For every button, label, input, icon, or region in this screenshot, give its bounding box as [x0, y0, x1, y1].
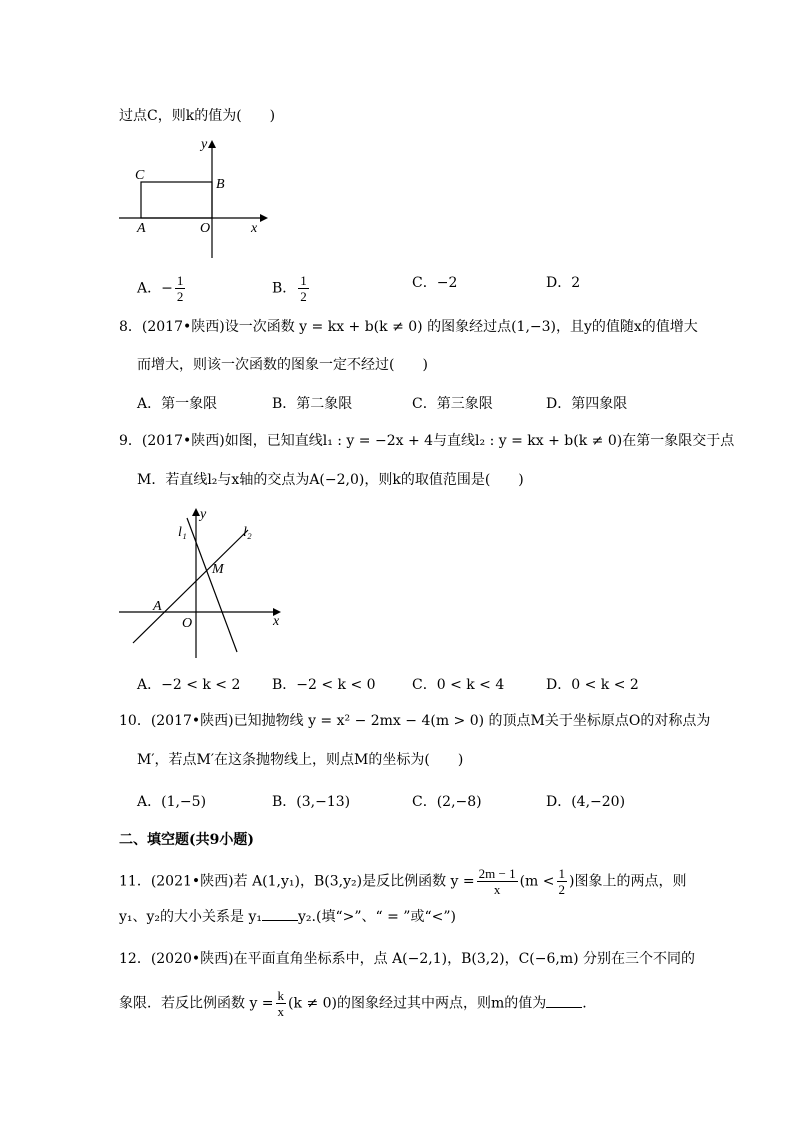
q7-option-d: D．2 [546, 275, 581, 291]
q10-option-b: B．(3,−13) [272, 794, 351, 810]
q9-label-l1: l₁ [178, 525, 187, 540]
q7-label-y: y [201, 137, 208, 152]
q7-label-c: C [135, 168, 145, 183]
q9-line2: M．若直线l₂与x轴的交点为A(−2,0)，则k的取值范围是( ) [137, 472, 524, 488]
q9-option-c: C．0 < k < 4 [412, 677, 505, 693]
q10-line2: M′，若点M′在这条抛物线上，则点M的坐标为( ) [137, 752, 464, 768]
section-title: 二、填空题(共9小题) [119, 832, 254, 848]
q9-figure [115, 502, 290, 662]
q9-option-d: D．0 < k < 2 [546, 677, 639, 693]
q10-option-a: A．(1,−5) [137, 794, 207, 810]
q9-option-a: A．−2 < k < 2 [137, 677, 241, 693]
q12-line2: 象限．若反比例函数 y = $\frac{k}{x}$ (k ≠ 0)的图象经过其中两点，则m的值为 . [119, 988, 587, 1019]
q9-label-y: y [200, 507, 207, 522]
q10-line1: 10．(2017•陕西)已知抛物线 y = x² − 2mx − 4(m > 0) 的顶点M关于坐标原点O的对称点为 [119, 713, 711, 729]
q8-option-b: B．第二象限 [272, 396, 353, 412]
q7-figure [115, 132, 275, 262]
q8-option-d: D．第四象限 [546, 396, 628, 412]
q7-label-a: A [137, 221, 146, 236]
q7-label-x: x [251, 221, 258, 236]
answer-blank[interactable] [546, 993, 582, 1008]
q8-option-c: C．第三象限 [412, 396, 493, 412]
q9-label-l2: l₂ [243, 525, 252, 540]
q7-option-b: B． $\frac{1}{2}$ [272, 273, 307, 304]
q8-option-a: A．第一象限 [137, 396, 218, 412]
q10-option-d: D．(4,−20) [546, 794, 626, 810]
q10-option-c: C．(2,−8) [412, 794, 482, 810]
q11-line1: 11．(2021•陕西)若 A(1,y₁)，B(3,y₂)是反比例函数 y = $\frac{2m - 1}{x}$ (m < $\frac{1}{2}$ )图象上的两点，则 [119, 866, 687, 897]
q12-line1: 12．(2020•陕西)在平面直角坐标系中，点 A(−2,1)，B(3,2)，C(−6,m) 分别在三个不同的 [119, 951, 696, 967]
answer-blank[interactable] [262, 906, 298, 921]
q9-line1: 9．(2017•陕西)如图，已知直线l₁ : y = −2x + 4与直线l₂ : y = kx + b(k ≠ 0)在第一象限交于点 [119, 433, 735, 449]
q7-label-o: O [200, 221, 211, 236]
q9-label-x: x [273, 614, 280, 629]
q7-option-a: A．− $\frac{1}{2}$ [137, 273, 184, 304]
q7-stem-tail: 过点C，则k的值为( ) [119, 108, 276, 124]
q9-label-m: M [212, 562, 224, 577]
q9-option-b: B．−2 < k < 0 [272, 677, 376, 693]
q11-line2: y₁、y₂的大小关系是 y₁ y₂.(填“>”、“ = ”或“<”) [119, 906, 456, 927]
q7-label-b: B [216, 177, 225, 192]
q9-label-a: A [153, 599, 162, 614]
q8-line1: 8．(2017•陕西)设一次函数 y = kx + b(k ≠ 0) 的图象经过点(1,−3)，且y的值随x的值增大 [119, 319, 698, 335]
q9-label-o: O [182, 616, 193, 631]
q8-line2: 而增大，则该一次函数的图象一定不经过( ) [137, 357, 428, 373]
q7-option-c: C．−2 [412, 275, 458, 291]
